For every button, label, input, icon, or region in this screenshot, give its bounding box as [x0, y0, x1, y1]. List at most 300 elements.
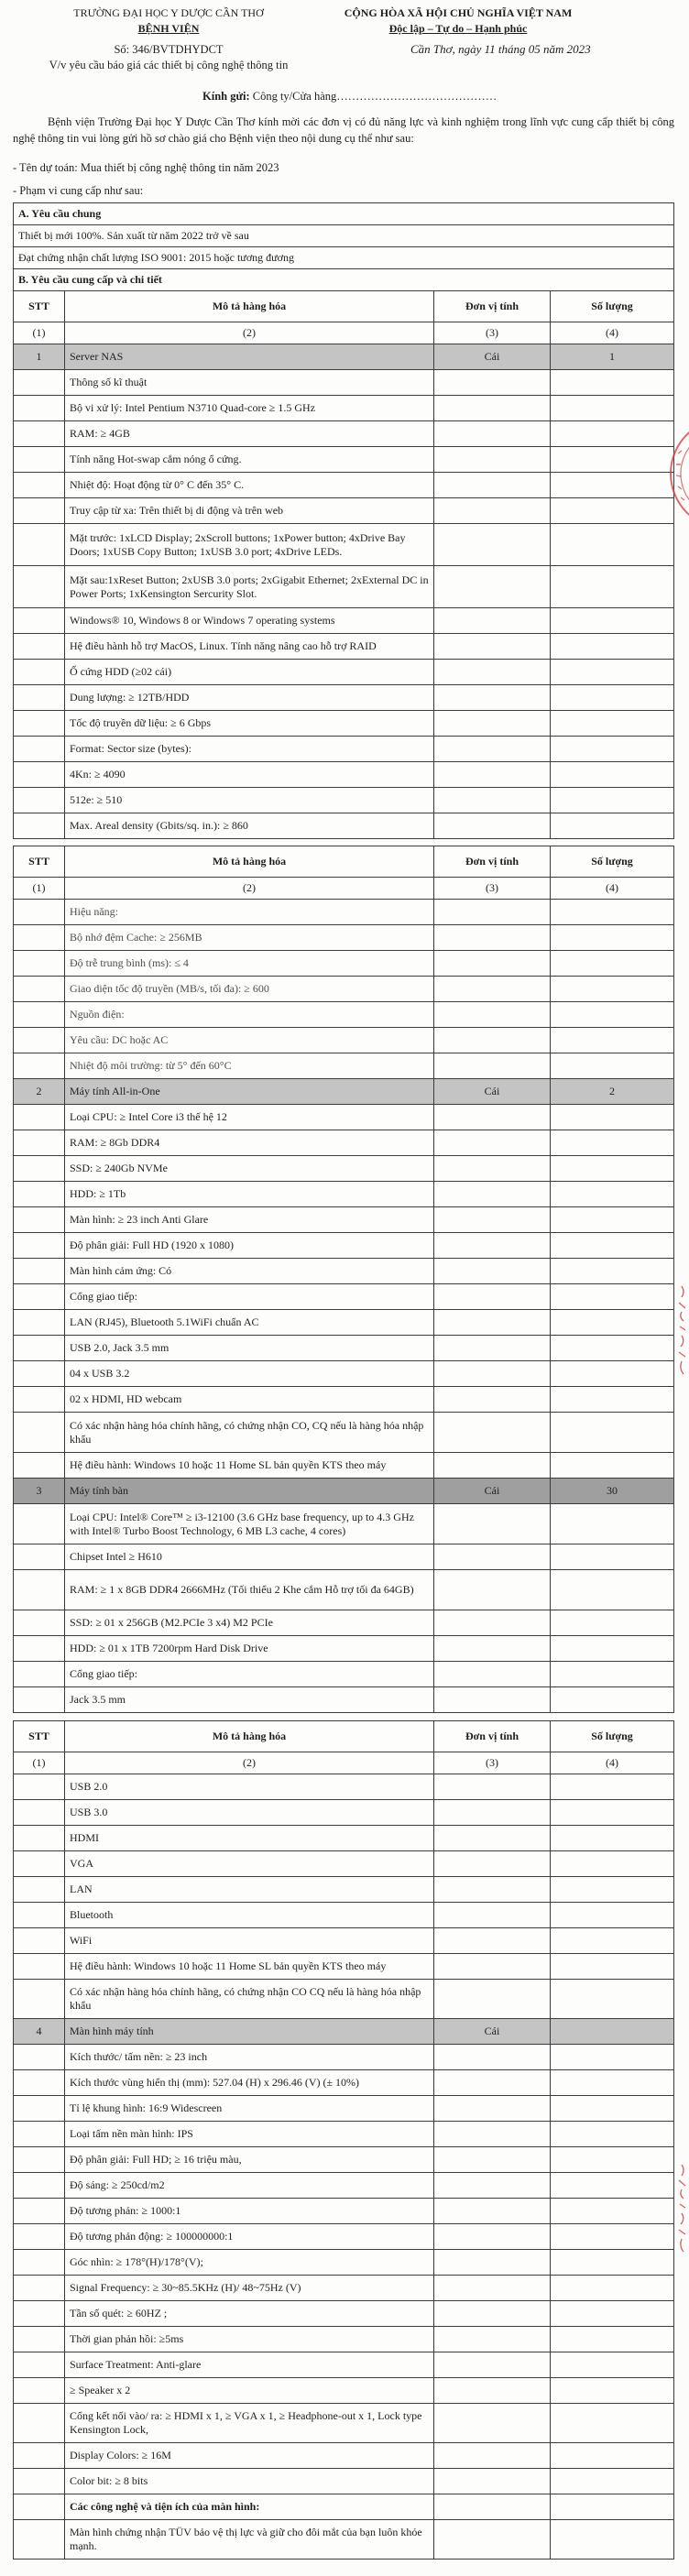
column-header-unit: Đơn vị tính [434, 846, 551, 877]
table-body [14, 344, 673, 839]
spec-text: HDD: ≥ 01 x 1TB 7200rpm Hard Disk Drive [65, 1636, 434, 1661]
spec-row [14, 1662, 673, 1687]
spec-stt-cell [14, 1851, 65, 1876]
detail-title-row [14, 269, 673, 291]
spec-unit-cell [434, 685, 551, 710]
item-description: Màn hình máy tính [65, 2019, 434, 2044]
general-requirement: Đạt chứng nhận chất lượng ISO 9001: 2015 hoặc tương đương [18, 251, 295, 264]
spec-qty-cell [551, 1310, 673, 1335]
item-number: 3 [14, 1479, 65, 1503]
spec-stt-cell [14, 396, 65, 420]
spec-unit-cell [434, 1053, 551, 1078]
spec-stt-cell [14, 2250, 65, 2275]
spec-qty-cell [551, 1002, 673, 1027]
spec-row [14, 1453, 673, 1479]
spec-row [14, 370, 673, 396]
spec-text: ≥ Speaker x 2 [65, 2378, 434, 2403]
spec-unit-cell [434, 2199, 551, 2223]
spec-text: Format: Sector size (bytes): [65, 737, 434, 761]
column-header-description: Mô tả hàng hóa [65, 291, 434, 322]
spec-qty-cell [551, 1687, 673, 1712]
spec-text: Hệ điều hành hỗ trợ MacOS, Linux. Tính năng nâng cao hỗ trợ RAID [65, 634, 434, 659]
spec-text: VGA [65, 1851, 434, 1876]
spec-unit-cell [434, 788, 551, 813]
column-number-row [14, 1752, 673, 1774]
spec-row [14, 2327, 673, 2352]
spec-row [14, 1903, 673, 1928]
spec-unit-cell [434, 473, 551, 497]
spec-qty-cell [551, 2250, 673, 2275]
spec-unit-cell [434, 1336, 551, 1360]
spec-text: USB 2.0, Jack 3.5 mm [65, 1336, 434, 1360]
intro-paragraph: Bệnh viện Trường Đại học Y Dược Cần Thơ kính mời các đơn vị có đủ năng lực và kinh nghiệm trong lĩnh vực cung cấp thiết bị công nghệ thông tin vui lòng gửi hồ sơ chào giá cho Bệnh viện theo nội dung cụ thể như sau: [13, 115, 674, 145]
spec-unit-cell [434, 711, 551, 736]
spec-text: Độ tương phản: ≥ 1000:1 [65, 2199, 434, 2223]
spec-text: SSD: ≥ 01 x 256GB (M2.PCIe 3 x4) M2 PCIe [65, 1610, 434, 1635]
spec-row [14, 660, 673, 685]
spec-unit-cell [434, 1928, 551, 1953]
spec-unit-cell [434, 370, 551, 395]
spec-unit-cell [434, 2070, 551, 2095]
spec-text: Nhiệt độ: Hoạt động từ 0° C đến 35° C. [65, 473, 434, 497]
spec-text: Độ phân giải: Full HD; ≥ 16 triệu màu, [65, 2147, 434, 2172]
spec-row [14, 1310, 673, 1336]
document-subject: V/v yêu cầu báo giá các thiết bị công nghệ thông tin [49, 59, 289, 71]
item-quantity [551, 2019, 673, 2044]
column-number: (4) [606, 881, 618, 894]
spec-qty-cell [551, 1610, 673, 1635]
spec-stt-cell [14, 1662, 65, 1686]
spec-stt-cell [14, 1504, 65, 1544]
spec-text: Loại CPU: ≥ Intel Core i3 thế hệ 12 [65, 1105, 434, 1130]
spec-unit-cell [434, 2147, 551, 2172]
spec-row [14, 900, 673, 925]
spec-qty-cell [551, 1903, 673, 1927]
spec-stt-cell [14, 1903, 65, 1927]
spec-unit-cell [434, 396, 551, 420]
spec-text: Mặt sau:1xReset Button; 2xUSB 3.0 ports; 2xGigabit Ethernet; 2xExternal DC in Power Ports; 1xKensington Sercurity Slot. [65, 566, 434, 607]
spec-text: WiFi [65, 1928, 434, 1953]
spec-text: USB 2.0 [65, 1774, 434, 1799]
spec-stt-cell [14, 1336, 65, 1360]
spec-unit-cell [434, 951, 551, 976]
spec-qty-cell [551, 1570, 673, 1610]
spec-qty-cell [551, 925, 673, 950]
spec-unit-cell [434, 1826, 551, 1850]
spec-qty-cell [551, 762, 673, 787]
spec-text: Kích thước/ tấm nền: ≥ 23 inch [65, 2045, 434, 2069]
institution-name: TRƯỜNG ĐẠI HỌC Y DƯỢC CẦN THƠ [73, 6, 264, 19]
spec-qty-cell [551, 900, 673, 924]
spec-stt-cell [14, 1233, 65, 1258]
spec-row [14, 788, 673, 813]
spec-stt-cell [14, 2378, 65, 2403]
spec-text: RAM: ≥ 1 x 8GB DDR4 2666MHz (Tối thiểu 2 Khe cắm Hỗ trợ tối đa 64GB) [65, 1570, 434, 1610]
spec-stt-cell [14, 788, 65, 813]
spec-qty-cell [551, 2404, 673, 2442]
spec-text: Bluetooth [65, 1903, 434, 1927]
spec-text: Độ trễ trung bình (ms): ≤ 4 [65, 951, 434, 976]
spec-unit-cell [434, 1156, 551, 1181]
spec-unit-cell [434, 2301, 551, 2326]
spec-stt-cell [14, 1610, 65, 1635]
item-unit: Cái [434, 344, 551, 369]
spec-stt-cell [14, 977, 65, 1001]
spec-qty-cell [551, 977, 673, 1001]
spec-stt-cell [14, 1284, 65, 1309]
spec-qty-cell [551, 1207, 673, 1232]
supply-scope: - Phạm vi cung cấp như sau: [13, 184, 144, 197]
spec-qty-cell [551, 447, 673, 472]
spec-unit-cell [434, 925, 551, 950]
spec-row [14, 1182, 673, 1207]
spec-text: Có xác nhận hàng hóa chính hãng, có chứng nhận CO, CQ nếu là hàng hóa nhập khẩu [65, 1413, 434, 1452]
spec-text: Độ sáng: ≥ 250cd/m2 [65, 2173, 434, 2198]
spec-row [14, 1610, 673, 1636]
spec-stt-cell [14, 813, 65, 838]
spec-unit-cell [434, 1570, 551, 1610]
spec-qty-cell [551, 2122, 673, 2146]
spec-text: Có xác nhận hàng hóa chính hãng, có chứng nhận CO CQ nếu là hàng hóa nhập khẩu [65, 1980, 434, 2018]
spec-row [14, 421, 673, 447]
spec-row [14, 1130, 673, 1156]
spec-row [14, 1954, 673, 1980]
spec-row [14, 2173, 673, 2199]
spec-qty-cell [551, 1662, 673, 1686]
item-unit: Cái [434, 1079, 551, 1104]
spec-text: 04 x USB 3.2 [65, 1361, 434, 1386]
spec-unit-cell [434, 2352, 551, 2377]
spec-row [14, 1207, 673, 1233]
spec-row [14, 1687, 673, 1713]
spec-stt-cell [14, 951, 65, 976]
spec-stt-cell [14, 2520, 65, 2559]
spec-text: Màn hình: ≥ 23 inch Anti Glare [65, 1207, 434, 1232]
table-header-row [14, 1721, 673, 1752]
spec-qty-cell [551, 1826, 673, 1850]
spec-text: Hệ điều hành: Windows 10 hoặc 11 Home SL bản quyền KTS theo máy [65, 1954, 434, 1979]
spec-text: Nguồn điện: [65, 1002, 434, 1027]
spec-stt-cell [14, 1002, 65, 1027]
spec-unit-cell [434, 1028, 551, 1053]
spec-stt-cell [14, 1387, 65, 1412]
spec-text: SSD: ≥ 240Gb NVMe [65, 1156, 434, 1181]
spec-qty-cell [551, 1259, 673, 1283]
spec-text: 512e: ≥ 510 [65, 788, 434, 813]
spec-qty-cell [551, 2301, 673, 2326]
spec-text: Loại CPU: Intel® Core™ ≥ i3-12100 (3.6 GHz base frequency, up to 4.3 GHz with Intel® Turbo Boost Technology, 6 MB L3 cache, 4 cores) [65, 1504, 434, 1544]
spec-qty-cell [551, 1233, 673, 1258]
spec-unit-cell [434, 900, 551, 924]
spec-unit-cell [434, 608, 551, 633]
document-number: Số: 346/BVTDHYDCT [114, 43, 224, 56]
spec-qty-cell [551, 2276, 673, 2300]
spec-qty-cell [551, 2173, 673, 2198]
column-number: (1) [14, 1752, 65, 1774]
spec-qty-cell [551, 1156, 673, 1181]
spec-row [14, 1156, 673, 1182]
spec-row [14, 2147, 673, 2173]
spec-qty-cell [551, 788, 673, 813]
spec-text: Kích thước vùng hiển thị (mm): 527.04 (H) x 296.46 (V) (± 10%) [65, 2070, 434, 2095]
spec-row [14, 608, 673, 634]
column-number: (4) [606, 1756, 618, 1769]
spec-unit-cell [434, 1980, 551, 2018]
spec-row [14, 685, 673, 711]
spec-stt-cell [14, 608, 65, 633]
spec-qty-cell [551, 1774, 673, 1799]
spec-stt-cell [14, 2327, 65, 2352]
spec-row [14, 1928, 673, 1954]
spec-row [14, 1980, 673, 2019]
spec-stt-cell [14, 1453, 65, 1478]
spec-stt-cell [14, 900, 65, 924]
red-stamp [656, 417, 689, 531]
spec-text: RAM: ≥ 4GB [65, 421, 434, 446]
column-header-stt: STT [14, 1721, 65, 1752]
spec-qty-cell [551, 660, 673, 684]
spec-unit-cell [434, 421, 551, 446]
spec-text: USB 3.0 [65, 1800, 434, 1825]
spec-unit-cell [434, 1774, 551, 1799]
spec-stt-cell [14, 370, 65, 395]
spec-stt-cell [14, 762, 65, 787]
spec-stt-cell [14, 1877, 65, 1902]
spec-text: Tần số quét: ≥ 60HZ ; [65, 2301, 434, 2326]
spec-qty-cell [551, 524, 673, 565]
spec-stt-cell [14, 1980, 65, 2018]
spec-row [14, 1636, 673, 1662]
spec-row [14, 2352, 673, 2378]
spec-text: Hiệu năng: [65, 900, 434, 924]
spec-row [14, 1877, 673, 1903]
spec-unit-cell [434, 1259, 551, 1283]
spec-stt-cell [14, 1207, 65, 1232]
spec-unit-cell [434, 2045, 551, 2069]
spec-row [14, 1259, 673, 1284]
column-number: (2) [65, 878, 434, 899]
spec-text: Cổng giao tiếp: [65, 1284, 434, 1309]
spec-row [14, 2122, 673, 2147]
spec-qty-cell [551, 634, 673, 659]
spec-unit-cell [434, 1662, 551, 1686]
spec-stt-cell [14, 1259, 65, 1283]
column-header-unit: Đơn vị tính [434, 291, 551, 322]
spec-unit-cell [434, 2404, 551, 2442]
spec-text: Cổng giao tiếp: [65, 1662, 434, 1686]
column-header-unit: Đơn vị tính [434, 1721, 551, 1752]
spec-qty-cell [551, 1800, 673, 1825]
spec-qty-cell [551, 1453, 673, 1478]
spec-row [14, 1545, 673, 1570]
spec-row [14, 1774, 673, 1800]
spec-unit-cell [434, 1800, 551, 1825]
item-description: Máy tính All-in-One [65, 1079, 434, 1104]
spec-unit-cell [434, 1387, 551, 1412]
spec-text: Bộ vi xử lý: Intel Pentium N3710 Quad-core ≥ 1.5 GHz [65, 396, 434, 420]
spec-qty-cell [551, 1928, 673, 1953]
spec-unit-cell [434, 1903, 551, 1927]
spec-row [14, 2443, 673, 2469]
spec-unit-cell [434, 2276, 551, 2300]
column-number: (1) [14, 322, 65, 344]
spec-row [14, 524, 673, 566]
item-quantity: 2 [551, 1079, 673, 1104]
spec-stt-cell [14, 2404, 65, 2442]
spec-qty-cell [551, 2327, 673, 2352]
spec-row [14, 1851, 673, 1877]
spec-row [14, 634, 673, 660]
spec-unit-cell [434, 1361, 551, 1386]
column-header-description: Mô tả hàng hóa [65, 846, 434, 877]
spec-stt-cell [14, 421, 65, 446]
spec-unit-cell [434, 566, 551, 607]
spec-qty-cell [551, 2147, 673, 2172]
spec-qty-cell [551, 1851, 673, 1876]
spec-qty-cell [551, 813, 673, 838]
item-description: Máy tính bàn [65, 1479, 434, 1503]
column-number: (2) [65, 322, 434, 344]
spec-row [14, 1387, 673, 1413]
spec-qty-cell [551, 1545, 673, 1569]
item-unit: Cái [434, 2019, 551, 2044]
spec-row [14, 2045, 673, 2070]
spec-row [14, 2301, 673, 2327]
spec-stt-cell [14, 2494, 65, 2519]
spec-unit-cell [434, 634, 551, 659]
spec-stt-cell [14, 1570, 65, 1610]
spec-row [14, 2070, 673, 2096]
spec-row [14, 2494, 673, 2520]
spec-qty-cell [551, 1284, 673, 1309]
spec-stt-cell [14, 2469, 65, 2494]
column-header-description: Mô tả hàng hóa [65, 1721, 434, 1752]
spec-text: Cổng kết nối vào/ ra: ≥ HDMI x 1, ≥ VGA x 1, ≥ Headphone-out x 1, Lock type Kensington Lock, [65, 2404, 434, 2442]
spec-text: Yêu cầu: DC hoặc AC [65, 1028, 434, 1053]
spec-text: Loại tấm nền màn hình: IPS [65, 2122, 434, 2146]
spec-qty-cell [551, 1053, 673, 1078]
spec-qty-cell [551, 421, 673, 446]
spec-stt-cell [14, 1028, 65, 1053]
spec-stt-cell [14, 1928, 65, 1953]
spec-stt-cell [14, 524, 65, 565]
spec-qty-cell [551, 2096, 673, 2121]
spec-text: Tốc độ truyền dữ liệu: ≥ 6 Gbps [65, 711, 434, 736]
spec-qty-cell [551, 2352, 673, 2377]
spec-qty-cell [551, 370, 673, 395]
column-number: (3) [434, 878, 551, 899]
column-number: (2) [65, 1752, 434, 1774]
spec-qty-cell [551, 2070, 673, 2095]
spec-row [14, 925, 673, 951]
spec-text: Tính năng Hot-swap cắm nóng ổ cứng. [65, 447, 434, 472]
spec-stt-cell [14, 2224, 65, 2249]
spec-qty-cell [551, 951, 673, 976]
spec-row [14, 2096, 673, 2122]
spec-qty-cell [551, 1105, 673, 1130]
recipient-value: Công ty/Cửa hàng…………………………………… [252, 90, 498, 103]
spec-row [14, 1233, 673, 1259]
requirements-table-2 [13, 846, 674, 1713]
national-motto: Độc lập – Tự do – Hạnh phúc [388, 22, 528, 35]
spec-unit-cell [434, 498, 551, 523]
spec-text: Jack 3.5 mm [65, 1687, 434, 1712]
spec-unit-cell [434, 1002, 551, 1027]
item-unit: Cái [434, 1479, 551, 1503]
table-header-row [14, 846, 673, 878]
recipient-line [202, 88, 569, 104]
spec-stt-cell [14, 660, 65, 684]
spec-unit-cell [434, 1130, 551, 1155]
item-quantity: 1 [551, 344, 673, 369]
spec-unit-cell [434, 2443, 551, 2468]
spec-stt-cell [14, 634, 65, 659]
spec-unit-cell [434, 737, 551, 761]
requirements-table-3 [13, 1720, 674, 2560]
spec-text: Nhiệt độ môi trường: từ 5° đến 60°C [65, 1053, 434, 1078]
table-body [14, 1774, 673, 2560]
handwritten-mark [676, 1283, 688, 1383]
spec-text: Ổ cứng HDD (≥02 cái) [65, 660, 434, 684]
spec-stt-cell [14, 1130, 65, 1155]
spec-qty-cell [551, 1877, 673, 1902]
spec-qty-cell [551, 2520, 673, 2559]
spec-text: LAN (RJ45), Bluetooth 5.1WiFi chuẩn AC [65, 1310, 434, 1335]
spec-unit-cell [434, 813, 551, 838]
spec-unit-cell [434, 1310, 551, 1335]
spec-qty-cell [551, 2045, 673, 2069]
spec-text: Các công nghệ và tiện ích của màn hình: [65, 2494, 434, 2519]
spec-qty-cell [551, 1182, 673, 1206]
spec-row [14, 813, 673, 839]
spec-unit-cell [434, 2096, 551, 2121]
item-number: 1 [14, 344, 65, 369]
spec-text: Mặt trước: 1xLCD Display; 2xScroll buttons; 1xPower button; 4xDrive Bay Doors; 1xUSB Copy Button; 1xUSB 3.0 port; 4xDrive LEDs. [65, 524, 434, 565]
spec-stt-cell [14, 1361, 65, 1386]
handwritten-mark [676, 2162, 688, 2258]
spec-unit-cell [434, 1687, 551, 1712]
item-row [14, 1079, 673, 1105]
spec-text: 4Kn: ≥ 4090 [65, 762, 434, 787]
spec-text: Màn hình cảm ứng: Có [65, 1259, 434, 1283]
spec-stt-cell [14, 1826, 65, 1850]
spec-unit-cell [434, 1182, 551, 1206]
spec-qty-cell [551, 1336, 673, 1360]
spec-text: Truy cập từ xa: Trên thiết bị di động và trên web [65, 498, 434, 523]
spec-row [14, 447, 673, 473]
column-number-row [14, 878, 673, 900]
spec-unit-cell [434, 1233, 551, 1258]
spec-text: 02 x HDMI, HD webcam [65, 1387, 434, 1412]
unit-name: BỆNH VIỆN [137, 22, 200, 35]
spec-row [14, 1504, 673, 1545]
nation-title: CỘNG HÒA XÃ HỘI CHỦ NGHĨA VIỆT NAM [344, 6, 573, 19]
spec-text: Giao diện tốc độ truyền (MB/s, tối đa): ≥ 600 [65, 977, 434, 1001]
spec-unit-cell [434, 2224, 551, 2249]
spec-stt-cell [14, 2070, 65, 2095]
recipient-label: Kính gửi: [202, 90, 250, 103]
spec-unit-cell [434, 1504, 551, 1544]
general-requirement: Thiết bị mới 100%. Sản xuất từ năm 2022 trở về sau [18, 229, 249, 242]
spec-stt-cell [14, 2122, 65, 2146]
spec-row [14, 2250, 673, 2276]
column-number: (3) [434, 322, 551, 344]
spec-qty-cell [551, 685, 673, 710]
spec-unit-cell [434, 977, 551, 1001]
general-title-row [14, 203, 673, 225]
spec-row [14, 566, 673, 608]
spec-row [14, 1800, 673, 1826]
